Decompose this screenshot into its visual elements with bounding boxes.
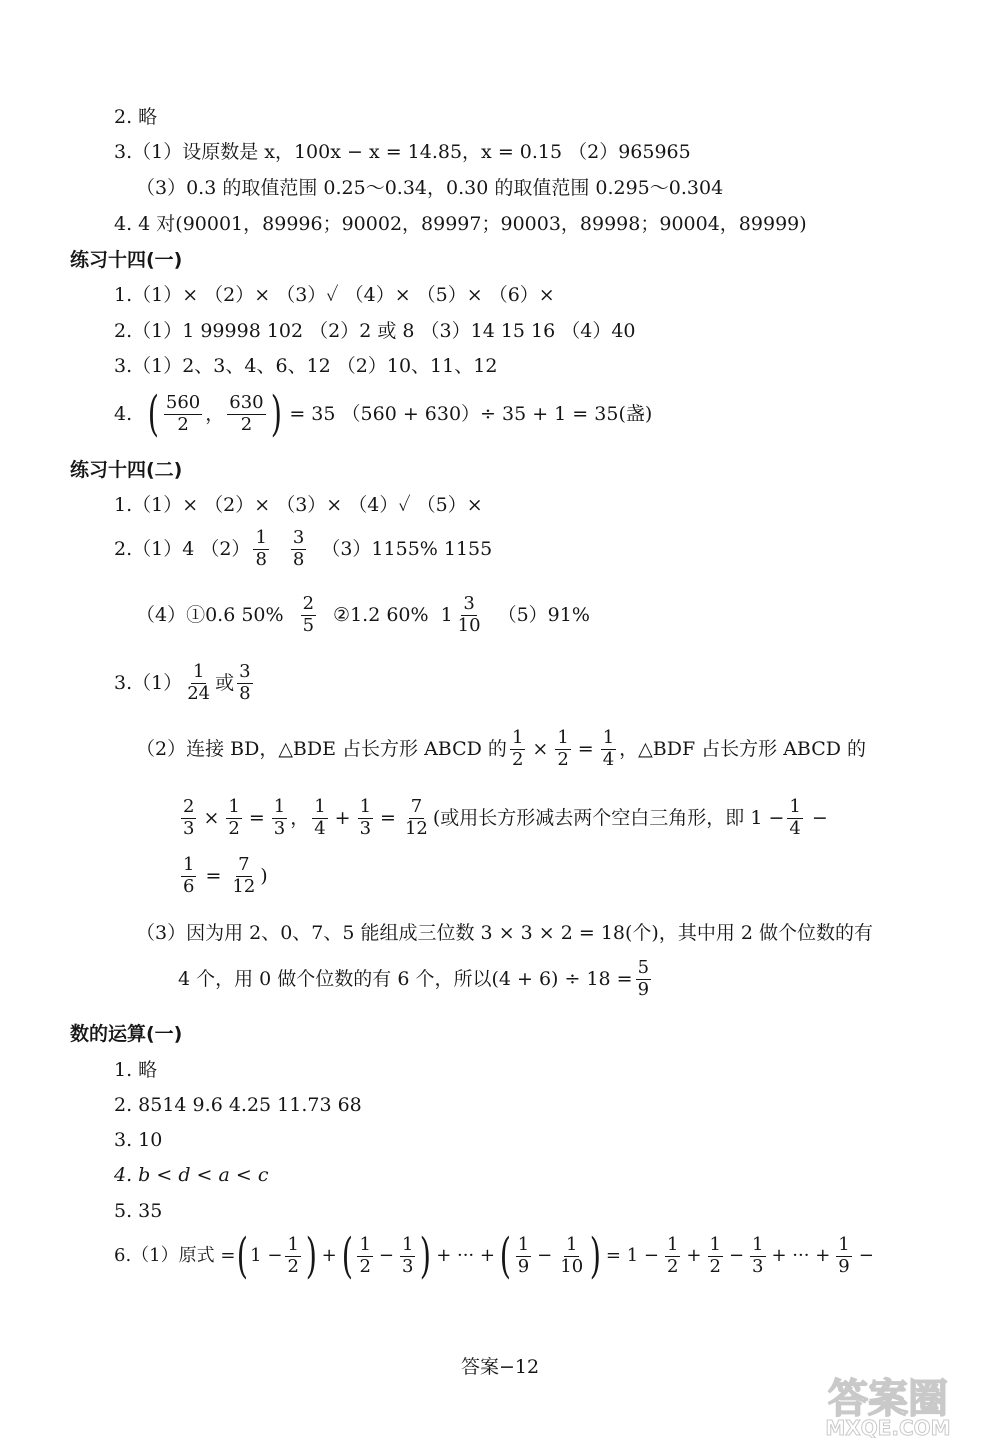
fraction: $\frac{630}{2}$ [229,391,264,435]
fraction: $\frac{2}{5}$ [302,593,315,636]
section-heading: 数的运算(一) [70,1023,183,1045]
fraction: $\frac{1}{10}$ [560,1233,584,1277]
answer-line: 3.（1） $\frac{1}{24}$ 或 $\frac{3}{8}$ [114,661,251,704]
fraction: $\frac{1}{2}$ [228,796,240,839]
fraction: $\frac{1}{9}$ [838,1233,850,1277]
fraction: $\frac{1}{4}$ [314,796,326,839]
answer-line: 1. 略 [114,1059,158,1081]
fraction: $\frac{1}{9}$ [517,1233,530,1277]
answer-line: 1.（1）× （2）× （3）× （4）✓ （5）× [114,494,483,516]
fraction: $\frac{7}{12}$ [232,854,256,897]
section-heading: 练习十四(一) [70,249,183,271]
close-paren: ) [305,1228,317,1284]
answer-line: $\frac{1}{6}$ = $\frac{7}{12}$ ) [183,854,268,897]
open-paren: ( [499,1228,511,1284]
answer-line: （4）①0.6 50% $\frac{2}{5}$ ②1.2 60% 1 $\frac{3}{10}$ （5）91% [136,593,590,636]
answer-line: 2. 8514 9.6 4.25 11.73 68 [114,1094,362,1116]
open-paren: ( [341,1228,353,1284]
fraction: $\frac{1}{2}$ [511,727,524,770]
fraction: $\frac{1}{2}$ [666,1233,679,1277]
answer-line: 2.（1）4 （2） $\frac{1}{8}$ $\frac{3}{8}$ （3）1155% 1155 [114,527,493,570]
fraction: $\frac{560}{2}$ [165,391,201,435]
fraction: $\frac{1}{2}$ [287,1233,299,1277]
svg-text:答案圈: 答案圈 [828,1376,948,1422]
answer-line: 3. 10 [114,1129,163,1151]
answer-line: 4 个，用 0 做个位数的有 6 个，所以(4 + 6) ÷ 18 = $\frac{5}{9}$ [178,957,650,1000]
answer-line-telescoping: 6.（1）原式 = ( 1 − $\frac{1}{2}$ ) + ( $\frac{1}{2}$ − $\frac{1}{3}$ ) + ··· + ( $\frac{1}{9}$ − $\frac{1}{10}$ ) = 1 − $\frac{1}{2}$ + $\frac{1}{2}$ − $\frac{1}{3}$ + ··· + $\frac{1}{9}$ − [114,1228,874,1284]
svg-text:MXQE.COM: MXQE.COM [825,1416,951,1438]
fraction: $\frac{1}{2}$ [557,727,569,770]
item-number: 4. [114,402,133,425]
fraction: $\frac{1}{2}$ [359,1233,371,1277]
fraction: $\frac{1}{8}$ [255,527,267,570]
answer-line: 2.（1）1 99998 102 （2）2 或 8 （3）14 15 16 （4）40 [114,320,636,342]
fraction: $\frac{7}{12}$ [404,796,428,839]
mixed-number: 1 $\frac{3}{10}$ [440,593,481,636]
fraction: $\frac{1}{4}$ [789,796,801,839]
section-heading: 练习十四(二) [70,459,183,481]
page-number: 答案−12 [460,1356,540,1378]
close-paren: ) [270,386,282,442]
answer-line: 3.（1）2、3、4、6、12 （2）10、11、12 [114,355,498,377]
answer-line: 1.（1）× （2）× （3）✓ （4）× （5）× （6）× [114,284,555,306]
fraction: $\frac{3}{8}$ [239,661,251,704]
answer-line: （2）连接 BD，△BDE 占长方形 ABCD 的 $\frac{1}{2}$ × $\frac{1}{2}$ = $\frac{1}{4}$ ，△BDF 占长方形 ABCD 的 [136,727,867,770]
answer-line: $\frac{2}{3}$ × $\frac{1}{2}$ = $\frac{1}{3}$ ， $\frac{1}{4}$ + $\frac{1}{3}$ = $\frac{7}{12}$ (或用长方形减去两个空白三角形，即 1 − $\frac{1}{4}$ − [183,796,828,839]
fraction: $\frac{1}{6}$ [183,854,195,897]
answer-line: 5. 35 [114,1200,163,1222]
fraction: $\frac{1}{3}$ [359,796,372,839]
watermark-logo [786,1372,991,1438]
fraction: $\frac{1}{2}$ [709,1233,721,1277]
answer-line-gcd: 4. ( $\frac{560}{2}$ ， $\frac{630}{2}$ ) = 35 （560 + 630）÷ 35 + 1 = 35(盏) [114,386,653,442]
fraction: $\frac{3}{8}$ [292,527,305,570]
fraction: $\frac{2}{3}$ [183,796,195,839]
answer-line: 4. b < d < a < c [114,1164,269,1186]
fraction: $\frac{1}{3}$ [273,796,286,839]
fraction: $\frac{1}{4}$ [602,727,615,770]
open-paren: ( [237,1228,249,1284]
answer-line: 4. 4 对(90001，89996；90002，89997；90003，89998；90004，89999) [114,213,807,235]
answer-line: 2. 略 [114,106,158,128]
close-paren: ) [589,1228,602,1284]
fraction: $\frac{1}{24}$ [187,661,211,704]
open-paren: ( [147,386,160,442]
answer-line: （3）因为用 2、0、7、5 能组成三位数 3 × 3 × 2 = 18(个)，其中用 2 做个位数的有 [136,922,873,944]
fraction: $\frac{1}{3}$ [402,1233,414,1277]
answer-line: 3.（1）设原数是 x，100x − x = 14.85，x = 0.15 （2）965965 [114,141,691,163]
fraction: $\frac{1}{3}$ [752,1233,764,1277]
close-paren: ) [420,1228,432,1284]
fraction: $\frac{5}{9}$ [637,957,650,1000]
answer-line: （3）0.3 的取值范围 0.25～0.34，0.30 的取值范围 0.295～0.304 [136,177,724,199]
